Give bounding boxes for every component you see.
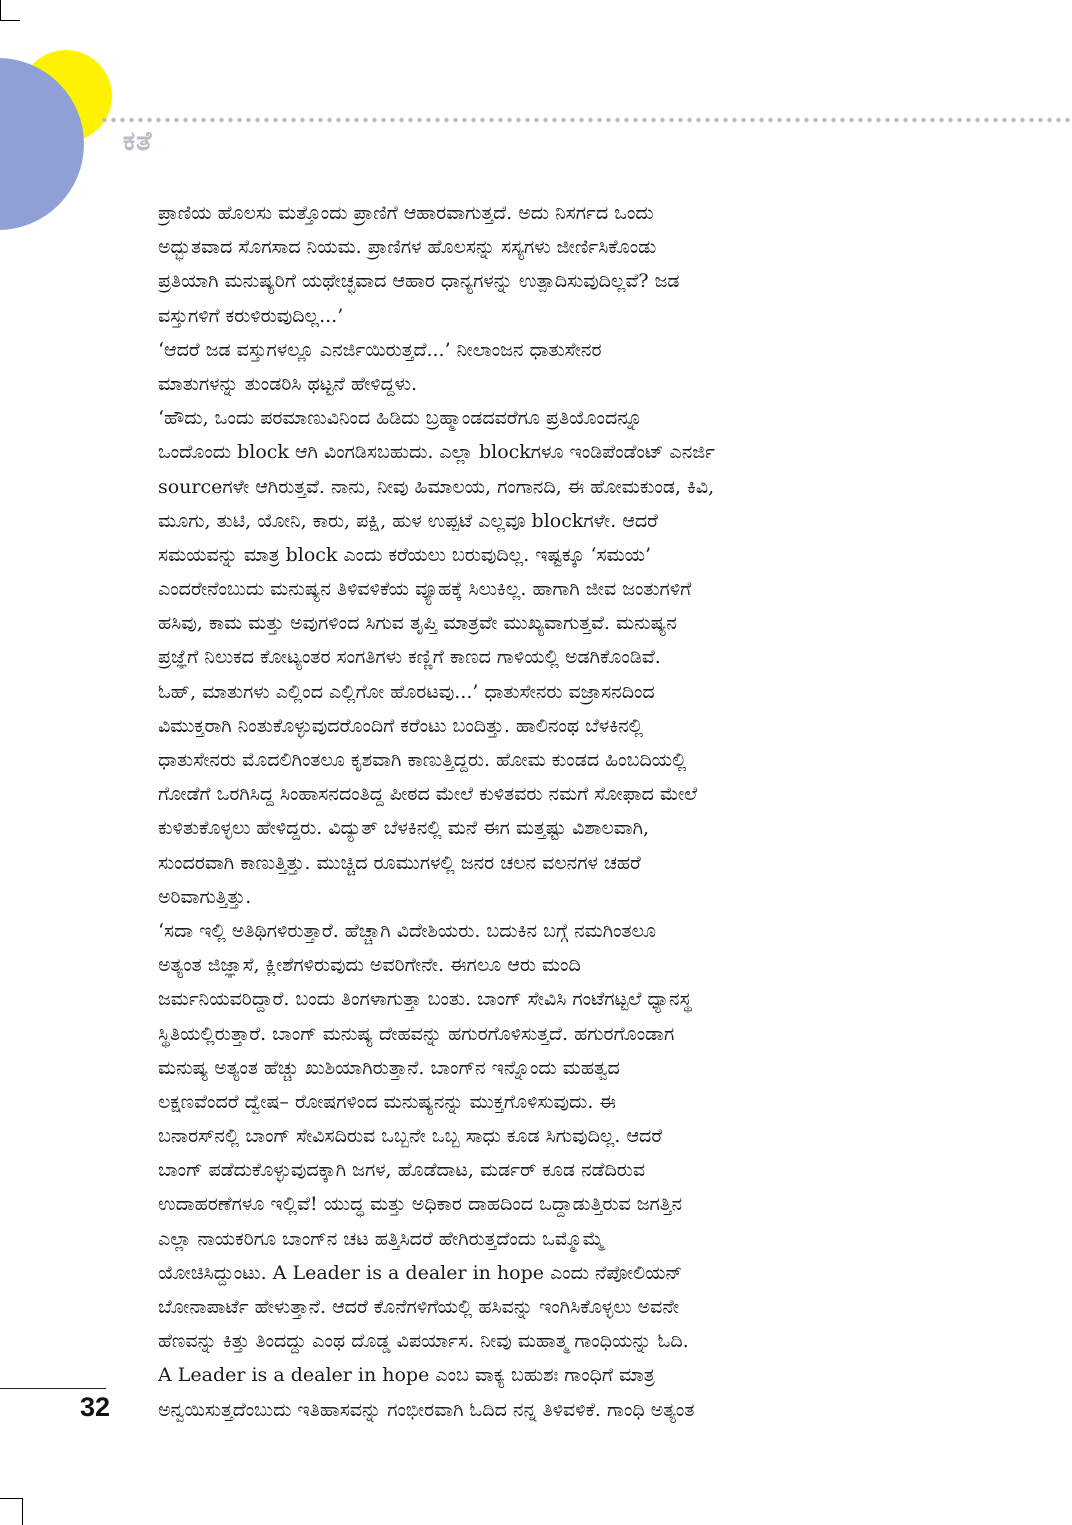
text-line: ಸುಂದರವಾಗಿ ಕಾಣುತ್ತಿತ್ತು. ಮುಚ್ಚಿದ ರೂಮುಗಳಲ್ಲಿ ಜನರ ಚಲನ ವಲನಗಳ ಚಹರೆ	[158, 851, 641, 874]
page-number-rule	[0, 1388, 106, 1389]
dotted-header-rule	[100, 117, 1072, 123]
text-line: ‘ಹೌದು, ಒಂದು ಪರಮಾಣುವಿನಿಂದ ಹಿಡಿದು ಬ್ರಹ್ಮಾಂಡದವರೆಗೂ ಪ್ರತಿಯೊಂದನ್ನೂ	[158, 407, 643, 430]
text-line: ಉದಾಹರಣೆಗಳೂ ಇಲ್ಲಿವೆ! ಯುದ್ಧ ಮತ್ತು ಅಧಿಕಾರ ದಾಹದಿಂದ ಒದ್ದಾಡುತ್ತಿರುವ ಜಗತ್ತಿನ	[158, 1193, 683, 1216]
text-line: ಒಂದೊಂದು block ಆಗಿ ವಿಂಗಡಿಸಬಹುದು. ಎಲ್ಲಾ blockಗಳೂ ಇಂಡಿಪೆಂಡೆಂಟ್ ಎನರ್ಜಿ	[158, 441, 715, 464]
text-line: ಹಸಿವು, ಕಾಮ ಮತ್ತು ಅವುಗಳಿಂದ ಸಿಗುವ ತೃಪ್ತಿ ಮಾತ್ರವೇ ಮುಖ್ಯವಾಗುತ್ತವೆ. ಮನುಷ್ಯನ	[158, 612, 677, 635]
text-line: ಗೋಡೆಗೆ ಒರಗಿಸಿದ್ದ ಸಿಂಹಾಸನದಂತಿದ್ದ ಪೀಠದ ಮೇಲೆ ಕುಳಿತವರು ನಮಗೆ ಸೋಫಾದ ಮೇಲೆ	[158, 783, 698, 806]
text-line: ಅದ್ಭುತವಾದ ಸೊಗಸಾದ ನಿಯಮ. ಪ್ರಾಣಿಗಳ ಹೊಲಸನ್ನು ಸಸ್ಯಗಳು ಜೀರ್ಣಿಸಿಕೊಂಡು	[158, 236, 657, 259]
text-line: ಎಲ್ಲಾ ನಾಯಕರಿಗೂ ಬಾಂಗ್‌ನ ಚಟ ಹತ್ತಿಸಿದರೆ ಹೇಗಿರುತ್ತದೆಂದು ಒಮ್ಮೊಮ್ಮೆ	[158, 1227, 605, 1250]
text-line: ‘ಆದರೆ ಜಡ ವಸ್ತುಗಳಲ್ಲೂ ಎನರ್ಜಿಯಿರುತ್ತದೆ...’ ನೀಲಾಂಜನ ಧಾತುಸೇನರ	[158, 338, 602, 361]
text-line: A Leader is a dealer in hope ಎಂಬ ವಾಕ್ಯ ಬಹುಶಃ ಗಾಂಧಿಗೆ ಮಾತ್ರ	[158, 1364, 655, 1387]
text-line: ಅರಿವಾಗುತ್ತಿತ್ತು.	[158, 885, 252, 908]
text-line: ಬೋನಾಪಾರ್ಟೆ ಹೇಳುತ್ತಾನೆ. ಆದರೆ ಕೊನೆಗಳಿಗೆಯಲ್ಲಿ ಹಸಿವನ್ನು ಇಂಗಿಸಿಕೊಳ್ಳಲು ಅವನೇ	[158, 1296, 680, 1318]
text-line: ಮನುಷ್ಯ ಅತ್ಯಂತ ಹೆಚ್ಚು ಖುಶಿಯಾಗಿರುತ್ತಾನೆ. ಬಾಂಗ್‌ನ ಇನ್ನೊಂದು ಮಹತ್ವದ	[158, 1056, 620, 1079]
text-line: ಕುಳಿತುಕೊಳ್ಳಲು ಹೇಳಿದ್ದರು. ವಿದ್ಯುತ್ ಬೆಳಕಿನಲ್ಲಿ ಮನೆ ಈಗ ಮತ್ತಷ್ಟು ವಿಶಾಲವಾಗಿ,	[158, 817, 650, 840]
text-line: ‘ಸದಾ ಇಲ್ಲಿ ಅತಿಥಿಗಳಿರುತ್ತಾರೆ. ಹೆಚ್ಚಾಗಿ ವಿದೇಶಿಯರು. ಬದುಕಿನ ಬಗ್ಗೆ ನಮಗಿಂತಲೂ	[158, 919, 657, 942]
text-line: ಅತ್ಯಂತ ಜಿಜ್ಞಾಸೆ, ಕ್ಲೀಶೆಗಳಿರುವುದು ಅವರಿಗೇನೇ. ಈಗಲೂ ಆರು ಮಂದಿ	[158, 954, 581, 977]
page-number: 32	[80, 1392, 111, 1422]
text-line: ಪ್ರಜ್ಞೆಗೆ ನಿಲುಕದ ಕೋಟ್ಯಂತರ ಸಂಗತಿಗಳು ಕಣ್ಣಿಗೆ ಕಾಣದ ಗಾಳಿಯಲ್ಲಿ ಅಡಗಿಕೊಂಡಿವೆ.	[158, 646, 661, 669]
text-line: ವಸ್ತುಗಳಿಗೆ ಕರುಳಿರುವುದಿಲ್ಲ...’	[158, 304, 344, 327]
text-line: ಮೂಗು, ತುಟಿ, ಯೋನಿ, ಕಾರು, ಪಕ್ಷಿ, ಹುಳ ಉಪ್ಪಟೆ ಎಲ್ಲವೂ blockಗಳೇ. ಆದರೆ	[158, 509, 658, 532]
text-line: ಬಾಂಗ್ ಪಡೆದುಕೊಳ್ಳುವುದಕ್ಕಾಗಿ ಜಗಳ, ಹೊಡೆದಾಟ, ಮರ್ಡರ್ ಕೂಡ ನಡೆದಿರುವ	[158, 1159, 646, 1182]
text-line: ಲಕ್ಷಣವೆಂದರೆ ದ್ವೇಷ– ರೋಷಗಳಿಂದ ಮನುಷ್ಯನನ್ನು ಮುಕ್ತಗೊಳಿಸುವುದು. ಈ	[158, 1090, 616, 1113]
text-line: ಎಂದರೇನೆಂಬುದು ಮನುಷ್ಯನ ತಿಳಿವಳಿಕೆಯ ವ್ಯೂಹಕ್ಕೆ ಸಿಲುಕಿಲ್ಲ. ಹಾಗಾಗಿ ಜೀವ ಜಂತುಗಳಿಗೆ	[158, 578, 692, 601]
text-line: ಬನಾರಸ್‌ನಲ್ಲಿ ಬಾಂಗ್ ಸೇವಿಸದಿರುವ ಒಬ್ಬನೇ ಒಬ್ಬ ಸಾಧು ಕೂಡ ಸಿಗುವುದಿಲ್ಲ. ಆದರೆ	[158, 1125, 663, 1148]
text-line: ಪ್ರಾಣಿಯ ಹೊಲಸು ಮತ್ತೊಂದು ಪ್ರಾಣಿಗೆ ಆಹಾರವಾಗುತ್ತದೆ. ಅದು ನಿಸರ್ಗದ ಒಂದು	[158, 202, 654, 224]
text-line: ಮಾತುಗಳನ್ನು ತುಂಡರಿಸಿ ಥಟ್ಟನೆ ಹೇಳಿದ್ದಳು.	[158, 372, 418, 395]
text-line: ಹೆಣವನ್ನು ಕಿತ್ತು ತಿಂದದ್ದು ಎಂಥ ದೊಡ್ಡ ವಿಪರ್ಯಾಸ. ನೀವು ಮಹಾತ್ಮ ಗಾಂಧಿಯನ್ನು ಓದಿ.	[158, 1330, 689, 1353]
text-line: ಧಾತುಸೇನರು ಮೊದಲಿಗಿಂತಲೂ ಕೃಶವಾಗಿ ಕಾಣುತ್ತಿದ್ದರು. ಹೋಮ ಕುಂಡದ ಹಿಂಬದಿಯಲ್ಲಿ	[158, 749, 687, 771]
text-line: ಓಹ್, ಮಾತುಗಳು ಎಲ್ಲಿಂದ ಎಲ್ಲಿಗೋ ಹೊರಟವು...’ ಧಾತುಸೇನರು ವಜ್ರಾಸನದಿಂದ	[158, 680, 655, 703]
crop-mark-bottom-left-v	[22, 1498, 23, 1525]
text-line: ಅನ್ವಯಿಸುತ್ತದೆಂಬುದು ಇತಿಹಾಸವನ್ನು ಗಂಭೀರವಾಗಿ ಓದಿದ ನನ್ನ ತಿಳಿವಳಿಕೆ. ಗಾಂಧಿ ಅತ್ಯಂತ	[158, 1398, 695, 1421]
section-title: ಕತೆ	[123, 126, 153, 157]
text-line: ಸಮಯವನ್ನು ಮಾತ್ರ block ಎಂದು ಕರೆಯಲು ಬರುವುದಿಲ್ಲ. ಇಷ್ಟಕ್ಕೂ ‘ಸಮಯ’	[158, 543, 652, 566]
crop-mark-top-left-h	[0, 20, 20, 21]
text-line: ಸ್ಥಿತಿಯಲ್ಲಿರುತ್ತಾರೆ. ಬಾಂಗ್ ಮನುಷ್ಯ ದೇಹವನ್ನು ಹಗುರಗೊಳಿಸುತ್ತದೆ. ಹಗುರಗೊಂಡಾಗ	[158, 1022, 675, 1045]
text-line: ವಿಮುಕ್ತರಾಗಿ ನಿಂತುಕೊಳ್ಳುವುದರೊಂದಿಗೆ ಕರೆಂಟು ಬಂದಿತ್ತು. ಹಾಲಿನಂಥ ಬೆಳಕಿನಲ್ಲಿ	[158, 714, 644, 737]
story-body	[158, 196, 910, 1427]
text-line: ಪ್ರತಿಯಾಗಿ ಮನುಷ್ಯರಿಗೆ ಯಥೇಚ್ಛವಾದ ಆಹಾರ ಧಾನ್ಯಗಳನ್ನು ಉತ್ಪಾದಿಸುವುದಿಲ್ಲವೆ? ಜಡ	[158, 270, 680, 293]
text-line: ಜರ್ಮನಿಯವರಿದ್ದಾರೆ. ಬಂದು ತಿಂಗಳಾಗುತ್ತಾ ಬಂತು. ಬಾಂಗ್ ಸೇವಿಸಿ ಗಂಟೆಗಟ್ಟಲೆ ಧ್ಯಾನಸ್ಥ	[158, 988, 692, 1011]
text-line: sourceಗಳೇ ಆಗಿರುತ್ತವೆ. ನಾನು, ನೀವು ಹಿಮಾಲಯ, ಗಂಗಾನದಿ, ಈ ಹೋಮಕುಂಡ, ಕಿವಿ,	[158, 475, 715, 498]
text-line: ಯೋಚಿಸಿದ್ದುಂಟು. A Leader is a dealer in hope ಎಂದು ನೆಪೋಲಿಯನ್	[158, 1261, 683, 1284]
crop-mark-bottom-left	[0, 1498, 22, 1499]
crop-mark-top-left	[0, 0, 1, 20]
